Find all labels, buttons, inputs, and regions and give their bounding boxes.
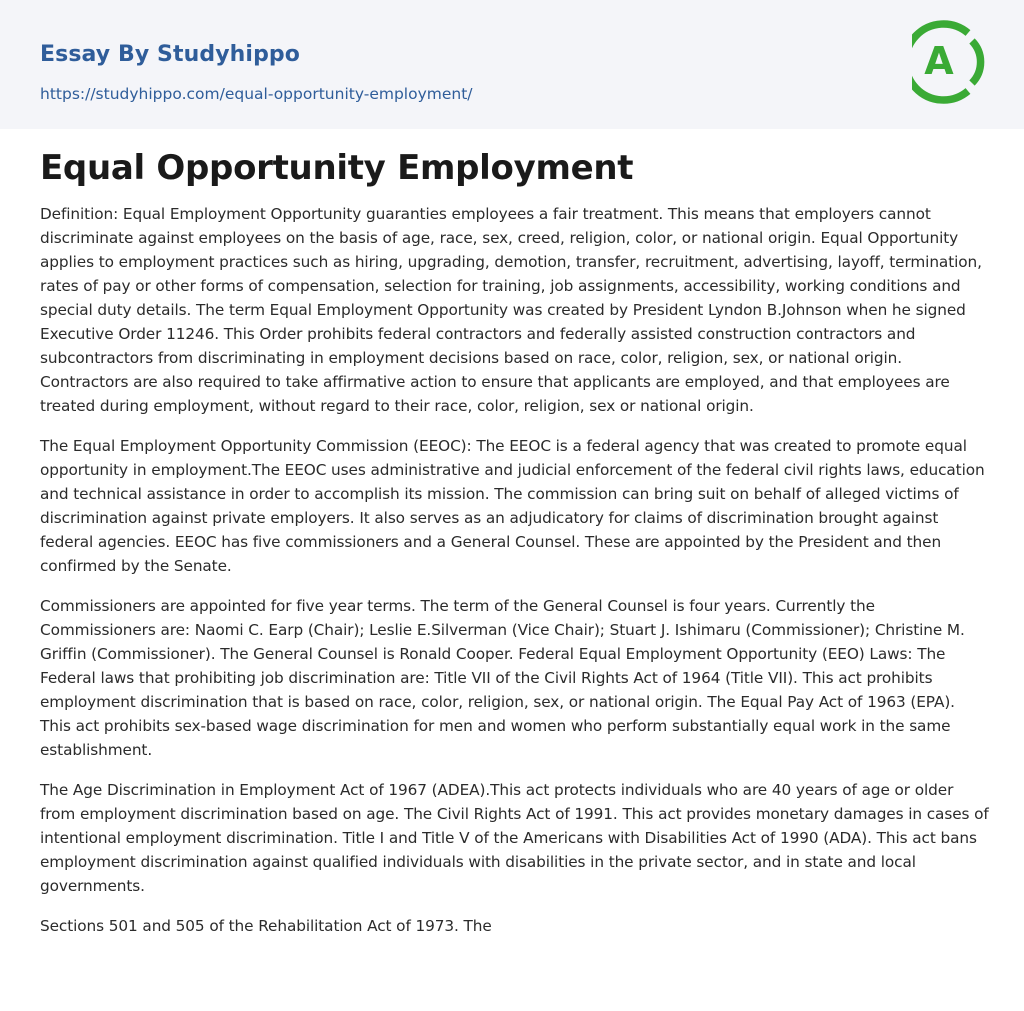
studyhippo-logo-icon[interactable] (912, 19, 986, 105)
article-paragraph: The Age Discrimination in Employment Act of 1967 (ADEA).This act protects individuals who are 40 years of age or older from employment discrimination based on age. The Civil Rights Act of 1991. This act provides monetary damages in cases of intentional employment discrimination. Title I and Title V of the Americans with Disabilities Act of 1990 (ADA). This act bans employment discrimination against qualified individuals with disabilities in the private sector, and in state and local governments. (40, 781, 989, 895)
source-url-link[interactable]: https://studyhippo.com/equal-opportunity-employment/ (40, 85, 473, 103)
article-body (40, 202, 990, 938)
article-paragraph: Sections 501 and 505 of the Rehabilitation Act of 1973. The (40, 917, 492, 935)
site-title[interactable]: Essay By Studyhippo (40, 42, 300, 67)
article-paragraph: Commissioners are appointed for five year terms. The term of the General Counsel is four years. Currently the Commissioners are: Naomi C. Earp (Chair); Leslie E.Silverman (Vice Chair); Stuart J. Ishimaru (Commissioner); Christine M. Griffin (Commissioner). The General Counsel is Ronald Cooper. Federal Equal Employment Opportunity (EEO) Laws: The Federal laws that prohibiting job discrimination are: Title VII of the Civil Rights Act of 1964 (Title VII). This act prohibits employment discrimination that is based on race, color, religion, sex, or national origin. The Equal Pay Act of 1963 (EPA). This act prohibits sex-based wage discrimination for men and women who perform substantially equal work in the same establishment. (40, 597, 965, 759)
article-paragraph: The Equal Employment Opportunity Commission (EEOC): The EEOC is a federal agency that was created to promote equal opportunity in employment.The EEOC uses administrative and judicial enforcement of the federal civil rights laws, education and technical assistance in order to accomplish its mission. The commission can bring suit on behalf of alleged victims of discrimination against private employers. It also serves as an adjudicatory for claims of discrimination brought against federal agencies. EEOC has five commissioners and a General Counsel. These are appointed by the President and then confirmed by the Senate. (40, 437, 985, 575)
site-header (0, 0, 1024, 129)
logo-letter: A (924, 39, 954, 83)
article-title: Equal Opportunity Employment (40, 148, 634, 188)
article-paragraph: Definition: Equal Employment Opportunity guaranties employees a fair treatment. This means that employers cannot discriminate against employees on the basis of age, race, sex, creed, religion, color, or national origin. Equal Opportunity applies to employment practices such as hiring, upgrading, demotion, transfer, recruitment, advertising, layoff, termination, rates of pay or other forms of compensation, selection for training, job assignments, accessibility, working conditions and special duty details. The term Equal Employment Opportunity was created by President Lyndon B.Johnson when he signed Executive Order 11246. This Order prohibits federal contractors and federally assisted construction contractors and subcontractors from discriminating in employment decisions based on race, color, religion, sex, or national origin. Contractors are also required to take affirmative action to ensure that applicants are employed, and that employees are treated during employment, without regard to their race, color, religion, sex or national origin. (40, 205, 982, 415)
article (40, 147, 990, 954)
